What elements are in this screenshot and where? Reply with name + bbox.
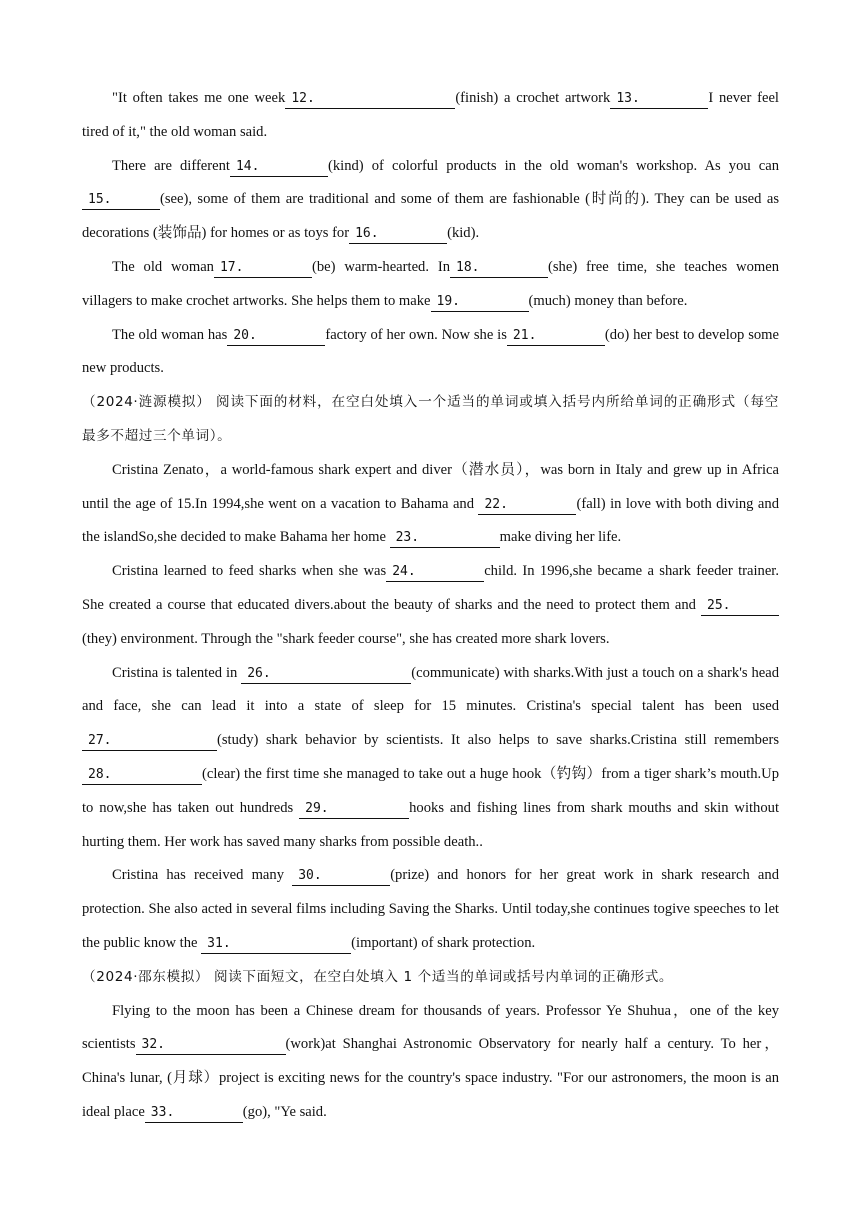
- text-run: (important) of shark protection.: [351, 934, 536, 951]
- text-run: (do) her best to develop some new products.: [82, 326, 780, 377]
- blank-29[interactable]: 29.: [299, 800, 409, 819]
- passage-1-para-3: [82, 251, 779, 319]
- passage-1-para-4: [82, 319, 779, 387]
- text-run: (they) environment. Through the "shark feeder course", she has created more shark lovers.: [82, 630, 610, 647]
- passage-2-para-1: [82, 454, 779, 555]
- passage-3-para-1: [82, 995, 779, 1130]
- blank-26[interactable]: 26.: [241, 665, 411, 684]
- blank-27[interactable]: 27.: [82, 732, 217, 751]
- blank-12[interactable]: 12.: [285, 90, 455, 109]
- source-tag: （2024·邵东模拟）: [82, 968, 210, 985]
- instruction-text: 阅读下面的材料，在空白处填入一个适当的单词或填入括号内所给单词的正确形式（每空最多不超过三个单词）。: [82, 394, 780, 444]
- blank-32[interactable]: 32.: [136, 1036, 286, 1055]
- blank-15[interactable]: 15.: [82, 191, 160, 210]
- instruction-text: 阅读下面短文，在空白处填入 1 个适当的单词或括号内单词的正确形式。: [214, 968, 674, 985]
- text-run: Cristina has received many: [112, 867, 285, 884]
- passage-2-para-4: [82, 859, 779, 960]
- text-run: There are different: [112, 157, 230, 174]
- blank-30[interactable]: 30.: [292, 867, 390, 886]
- blank-31[interactable]: 31.: [201, 935, 351, 954]
- blank-14[interactable]: 14.: [230, 158, 328, 177]
- text-run: make diving her life.: [499, 529, 622, 546]
- text-run: factory of her own. Now she is: [325, 326, 507, 343]
- text-run: (much) money than before.: [528, 292, 688, 309]
- text-run: The old woman has: [112, 326, 228, 343]
- text-run: child. In 1996,she became a shark feeder trainer. She created a course that educated divers.about the beauty of sharks and the need to protect them and: [82, 563, 779, 613]
- blank-24[interactable]: 24.: [386, 563, 484, 582]
- text-run: hooks and fishing lines from shark mouths and skin without hurting them. Her work has saved many sharks from possible death..: [82, 799, 780, 850]
- blank-20[interactable]: 20.: [227, 327, 325, 346]
- text-run: Cristina is talented in: [112, 664, 238, 681]
- blank-28[interactable]: 28.: [82, 766, 202, 785]
- text-run: (communicate) with sharks.With just a touch on a shark's head and face, she can lead it into a state of sleep for 15 minutes. Cristina's special talent has been used: [82, 664, 779, 715]
- text-run: "It often takes me one week: [112, 90, 286, 106]
- passage-2-para-2: [82, 555, 779, 656]
- blank-13[interactable]: 13.: [610, 90, 708, 109]
- section-heading-shaodong: [82, 961, 779, 995]
- passage-1-para-2: [82, 150, 779, 251]
- blank-23[interactable]: 23.: [390, 529, 500, 548]
- text-run: (be) warm-hearted. In: [311, 258, 450, 275]
- text-run: (fall) in love with both diving and the islandSo,she decided to make Bahama her home: [82, 495, 779, 546]
- text-run: (kind) of colorful products in the old woman's workshop. As you can: [327, 157, 779, 174]
- blank-16[interactable]: 16.: [349, 225, 447, 244]
- passage-1-para-1: [82, 82, 779, 150]
- text-run: (see), some of them are traditional and some of them are fashionable (时尚的). They can be used as decorations (装饰品) for homes or as toys for: [82, 191, 779, 242]
- blank-22[interactable]: 22.: [478, 496, 576, 515]
- passage-2-para-3: [82, 657, 779, 860]
- document-page: [82, 82, 779, 1130]
- text-run: (finish) a crochet artwork: [455, 90, 611, 106]
- text-run: (go), "Ye said.: [242, 1103, 327, 1120]
- text-run: Cristina Zenato，a world-famous shark expert and diver（潜水员），was born in Italy and grew up in Africa until the age of 15.In 1994,she went on a vacation to Bahama and: [82, 461, 779, 512]
- source-tag: （2024·涟源模拟）: [82, 394, 211, 411]
- text-run: (work)at Shanghai Astronomic Observatory for nearly half a century. To her，China's lunar, (月球）project is exciting news for the country's space industry. "For our astronomers, the moon is an ideal place: [82, 1036, 779, 1120]
- text-run: Flying to the moon has been a Chinese dream for thousands of years. Professor Ye Shuhua，one of the key scientists: [82, 1002, 779, 1053]
- text-run: (prize) and honors for her great work in shark research and protection. She also acted in several films including Saving the Sharks. Until today,she continues togive speeches to let the public know the: [82, 867, 779, 951]
- text-run: (kid).: [447, 225, 480, 242]
- text-run: (she) free time, she teaches women villagers to make crochet artworks. She helps them to make: [82, 258, 779, 309]
- text-run: (clear) the first time she managed to take out a huge hook（钓钩）from a tiger shark’s mouth.Up to now,she has taken out hundreds: [82, 765, 779, 816]
- text-run: (study) shark behavior by scientists. It also helps to save sharks.Cristina still remembers: [217, 732, 779, 749]
- blank-17[interactable]: 17.: [214, 259, 312, 278]
- blank-21[interactable]: 21.: [507, 327, 605, 346]
- blank-19[interactable]: 19.: [431, 293, 529, 312]
- blank-25[interactable]: 25.: [701, 597, 779, 616]
- text-run: I never feel tired of it," the old woman said.: [82, 90, 779, 140]
- text-run: The old woman: [112, 258, 214, 275]
- blank-33[interactable]: 33.: [145, 1104, 243, 1123]
- section-heading-lianyuan: [82, 386, 779, 454]
- text-run: Cristina learned to feed sharks when she was: [112, 563, 387, 580]
- blank-18[interactable]: 18.: [450, 259, 548, 278]
